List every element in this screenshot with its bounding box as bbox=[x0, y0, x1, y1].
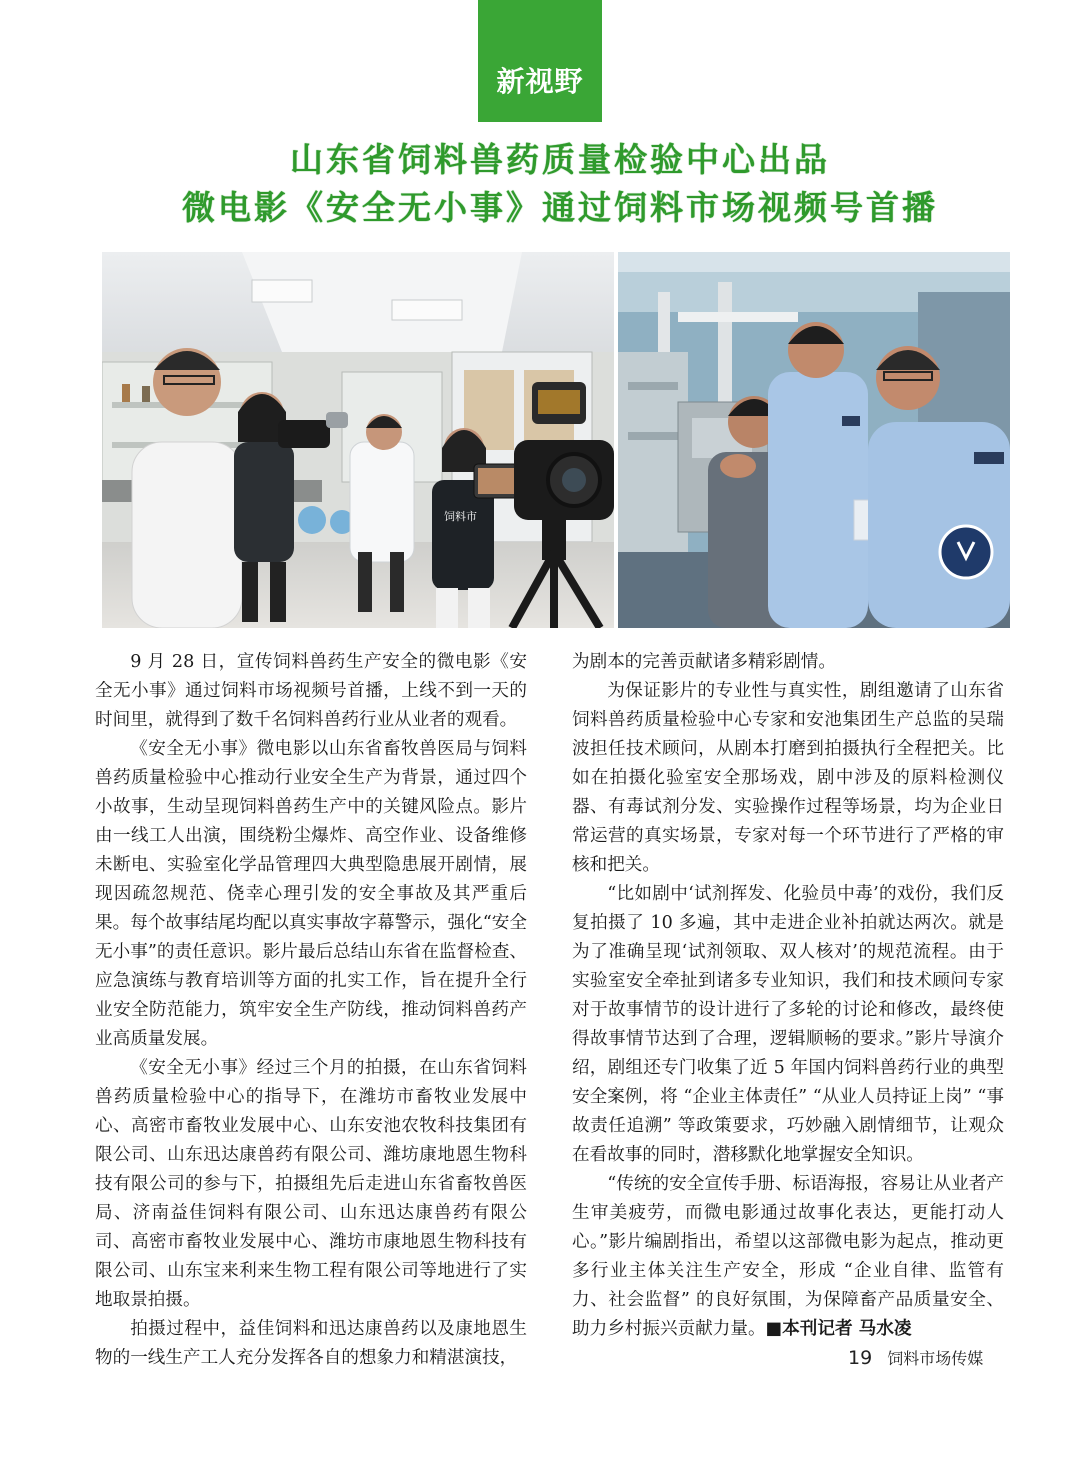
paragraph-1: 9 月 28 日，宣传饲料兽药生产安全的微电影《安全无小事》通过饲料市场视频号首播，上线不到一天的时间里，就得到了数千名饲料兽药行业从业者的观看。 bbox=[95, 652, 527, 730]
paragraph-4-continuation: 为剧本的完善贡献诸多精彩剧情。 bbox=[572, 652, 836, 672]
page-footer bbox=[848, 1346, 983, 1369]
paragraph-7 bbox=[572, 1170, 1004, 1344]
paragraph-6: “比如剧中‘试剂挥发、化验员中毒’的戏份，我们反复拍摄了 10 多遍，其中走进企业补拍就达两次。就是为了准确呈现‘试剂领取、双人核对’的规范流程。由于实验室安全牵扯到诸多专业知识，我们和技术顾问专家对于故事情节的设计进行了多轮的讨论和修改，最终使得故事情节达到了合理，逻辑顺畅的要求。”影片导演介绍，剧组还专门收集了近 5 年国内饲料兽药行业的典型安全案例，将 “企业主体责任” “从业人员持证上岗” “事故责任追溯” 等政策要求，巧妙融入剧情细节，让观众在看故事的同时，潜移默化地掌握安全知识。 bbox=[572, 884, 1004, 1165]
article-right-column bbox=[572, 648, 1004, 1344]
page-number: 19 bbox=[848, 1347, 873, 1369]
paragraph-2: 《安全无小事》微电影以山东省畜牧兽医局与饲料兽药质量检验中心推动行业安全生产为背景，通过四个小故事，生动呈现饲料兽药生产中的关键风险点。影片由一线工人出演，围绕粉尘爆炸、高空作业、设备维修未断电、实验室化学品管理四大典型隐患展开剧情，展现因疏忽规范、侥幸心理引发的安全事故及其严重后果。每个故事结尾均配以真实事故字幕警示，强化“安全无小事”的责任意识。影片最后总结山东省在监督检查、应急演练与教育培训等方面的扎实工作，旨在提升全行业安全防范能力，筑牢安全生产防线，推动饲料兽药产业高质量发展。 bbox=[95, 739, 527, 1049]
section-label: 新视野 bbox=[496, 65, 584, 98]
headline-line-2: 微电影《安全无小事》通过饲料市场视频号首播 bbox=[182, 188, 938, 227]
section-tab bbox=[478, 0, 602, 122]
headline-line-1: 山东省饲料兽药质量检验中心出品 bbox=[290, 140, 830, 179]
byline: ■本刊记者 马水凌 bbox=[765, 1319, 912, 1339]
photo-inspectors-factory bbox=[618, 252, 1010, 628]
paragraph-4: 拍摄过程中，益佳饲料和迅达康兽药以及康地恩生物的一线生产工人充分发挥各自的想象力和精湛演技， bbox=[95, 1319, 527, 1368]
paragraph-7-text: “传统的安全宣传手册、标语海报，容易让从业者产生审美疲劳，而微电影通过故事化表达，更能打动人心。”影片编剧指出，希望以这部微电影为起点，推动更多行业主体关注生产安全，形成 “企业自律、监管有力、社会监督” 的良好氛围，为保障畜产品质量安全、助力乡村振兴贡献力量。 bbox=[572, 1174, 1004, 1339]
publication-name: 饲料市场传媒 bbox=[887, 1349, 984, 1368]
article-left-column bbox=[95, 648, 527, 1373]
photo-film-crew-lab bbox=[102, 252, 614, 628]
paragraph-5: 为保证影片的专业性与真实性，剧组邀请了山东省饲料兽药质量检验中心专家和安池集团生产总监的吴瑞波担任技术顾问，从剧本打磨到拍摄执行全程把关。比如在拍摄化验室安全那场戏，剧中涉及的原料检测仪器、有毒试剂分发、实验操作过程等场景，均为企业日常运营的真实场景，专家对每一个环节进行了严格的审核和把关。 bbox=[572, 681, 1004, 875]
vest-text: 饲料市 bbox=[444, 510, 477, 523]
paragraph-3: 《安全无小事》经过三个月的拍摄，在山东省饲料兽药质量检验中心的指导下，在潍坊市畜牧业发展中心、高密市畜牧业发展中心、山东安池农牧科技集团有限公司、山东迅达康兽药有限公司、潍坊康地恩生物科技有限公司的参与下，拍摄组先后走进山东省畜牧兽医局、济南益佳饲料有限公司、山东迅达康兽药有限公司、高密市畜牧业发展中心、潍坊市康地恩生物科技有限公司、山东宝来利来生物工程有限公司等地进行了实地取景拍摄。 bbox=[95, 1058, 527, 1310]
